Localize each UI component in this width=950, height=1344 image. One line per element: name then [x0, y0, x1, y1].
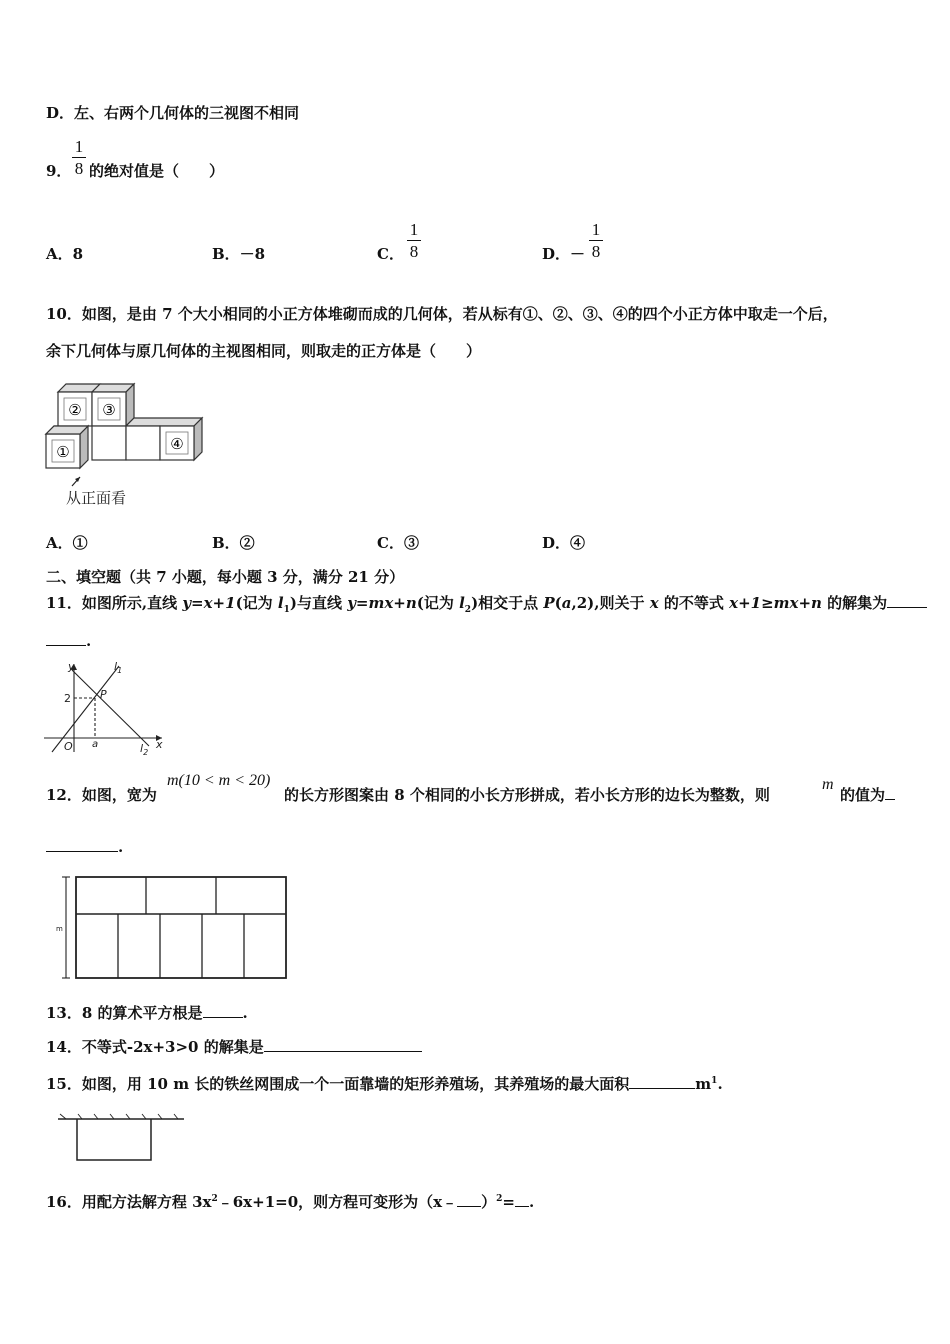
- q9-option-c-label: C．: [377, 245, 404, 263]
- graph-l2-sub: 2: [143, 748, 149, 757]
- q11-l1-sub: 1: [283, 605, 290, 615]
- q9-d-num: 1: [591, 220, 601, 239]
- q16-p1: 16．用配方法解方程 3x: [46, 1193, 212, 1211]
- q11-l2: l: [459, 594, 465, 612]
- q14-answer-blank[interactable]: [264, 1039, 422, 1052]
- q11-l2-sub: 2: [464, 605, 472, 615]
- q10-option-b: B．②: [212, 534, 255, 552]
- graph-l2-letter: l: [140, 742, 144, 755]
- q12-stem-end: [840, 786, 895, 804]
- q15-text: 15．如图，用 10 m 长的铁丝网围成一个一面靠墙的矩形养殖场，其养殖场的最大面积: [46, 1075, 630, 1093]
- q16-end: .: [528, 1193, 535, 1211]
- section-2-heading: 二、填空题（共 7 小题，每小题 3 分，满分 21 分）: [46, 568, 405, 586]
- q13-text: 13．8 的算术平方根是: [46, 1004, 203, 1022]
- q9-option-c-fraction: [407, 221, 421, 261]
- q13-end: .: [242, 1004, 248, 1022]
- q16-p4: =: [502, 1193, 515, 1211]
- graph-origin: O: [64, 740, 73, 753]
- q11-inequality: x+1≥mx+n: [729, 594, 822, 612]
- q14-text: 14．不等式-2x+3>0 的解集是: [46, 1038, 264, 1056]
- q10-stem-line2: 余下几何体与原几何体的主视图相同，则取走的正方体是（ ）: [46, 342, 482, 360]
- cube-label-1: ①: [56, 443, 70, 461]
- q11-p2: (记为: [235, 594, 278, 612]
- q9-option-d-fraction: [589, 221, 603, 261]
- q9-fraction: [72, 138, 86, 178]
- q11-eq1: y=x+1: [182, 594, 236, 612]
- graph-l1: [114, 660, 122, 675]
- graph-l1-sub: 1: [117, 666, 123, 675]
- q15-end: .: [717, 1075, 723, 1093]
- q9-d-den: 8: [591, 242, 601, 261]
- q11-p5: )相交于点: [471, 594, 544, 612]
- q11-p1: 11．如图所示,直线: [46, 594, 183, 612]
- q11-end: .: [86, 632, 92, 650]
- q9-c-num: 1: [409, 220, 419, 239]
- q10-option-a: A．①: [46, 534, 88, 552]
- q12-fig-m-label: m: [56, 925, 63, 933]
- q15-unit: m: [695, 1075, 712, 1093]
- q9-number: 9．: [46, 162, 72, 180]
- q10-option-d: D．④: [542, 534, 586, 552]
- q11-p6: (: [554, 594, 562, 612]
- q12-m: m: [822, 776, 834, 793]
- cube-label-2: ②: [68, 401, 82, 419]
- q9-stem: 的绝对值是（ ）: [89, 162, 225, 180]
- q10-cube-figure: [42, 378, 212, 508]
- q11-p7: ,2),则关于: [571, 594, 650, 612]
- q11-l1: l: [277, 594, 284, 612]
- q16-answer-blank-2[interactable]: [515, 1194, 529, 1207]
- q12-p3: 的值为: [840, 786, 886, 804]
- q13-answer-blank[interactable]: [203, 1005, 243, 1018]
- q15-fence-figure: [56, 1110, 196, 1165]
- graph-y-label: y: [68, 660, 75, 673]
- q11-stem: [46, 594, 927, 619]
- q15-answer-blank[interactable]: [629, 1076, 695, 1089]
- q14: [46, 1038, 422, 1056]
- q12-end: .: [118, 838, 124, 856]
- q12-answer-blank[interactable]: [885, 787, 895, 800]
- graph-point-p: P: [100, 688, 107, 701]
- q12-stem-start: 12．如图，宽为: [46, 786, 157, 804]
- q11-p4: (记为: [416, 594, 460, 612]
- cube-label-3: ③: [102, 401, 116, 419]
- view-caption: 从正面看: [66, 489, 127, 507]
- graph-l1-letter: l: [114, 660, 118, 673]
- q16-answer-blank-1[interactable]: [457, 1194, 481, 1207]
- q13: [46, 1004, 248, 1022]
- q15-unit-sup: 1: [711, 1076, 718, 1086]
- q11-eq2: y=mx+n: [347, 594, 417, 612]
- q12-rectangle-figure: [52, 874, 297, 982]
- q9-frac-den: 8: [74, 159, 84, 178]
- q11-point: P: [543, 594, 555, 612]
- q10-option-c: C．③: [377, 534, 419, 552]
- q12-formula: m(10 < m < 20): [167, 772, 271, 789]
- q11-answer-blank[interactable]: [887, 595, 927, 608]
- q15: [46, 1072, 723, 1093]
- q11-a: a: [561, 594, 572, 612]
- q9-c-den: 8: [409, 242, 419, 261]
- q9-option-d-label: D．－: [542, 245, 586, 263]
- q10-stem-line1: 10．如图，是由 7 个大小相同的小正方体堆砌而成的几何体，若从标有①、②、③、④的四个小正方体中取走一个后，: [46, 305, 838, 323]
- q16-sup1: 2: [211, 1194, 218, 1204]
- q9-frac-num: 1: [74, 137, 84, 156]
- graph-x-label: x: [156, 738, 163, 751]
- q11-x: x: [649, 594, 659, 612]
- q11-blank-line2: [46, 632, 91, 650]
- cube-label-4: ④: [170, 435, 184, 453]
- q8-option-d: D．左、右两个几何体的三视图不相同: [46, 104, 300, 122]
- graph-y-tick-2: 2: [64, 692, 71, 705]
- q16-p2: ﹣6x+1=0，则方程可变形为（x﹣: [217, 1193, 458, 1211]
- q11-graph: [44, 660, 169, 755]
- q16-sup2: 2: [496, 1194, 503, 1204]
- q11-answer-blank-cont[interactable]: [46, 633, 86, 646]
- q11-p3: )与直线: [289, 594, 348, 612]
- q16-p3: ）: [481, 1193, 497, 1211]
- q11-p8: 的不等式: [658, 594, 730, 612]
- q9-option-a: A．8: [46, 245, 84, 263]
- q12-stem-mid: 的长方形图案由 8 个相同的小长方形拼成，若小长方形的边长为整数，则: [284, 786, 770, 804]
- q11-p9: 的解集为: [821, 594, 888, 612]
- graph-a-label: a: [92, 739, 99, 750]
- q9-option-b: B．－8: [212, 245, 266, 263]
- q16: [46, 1190, 534, 1211]
- q12-answer-blank-cont[interactable]: [46, 839, 118, 852]
- q12-blank-line2: [46, 838, 123, 856]
